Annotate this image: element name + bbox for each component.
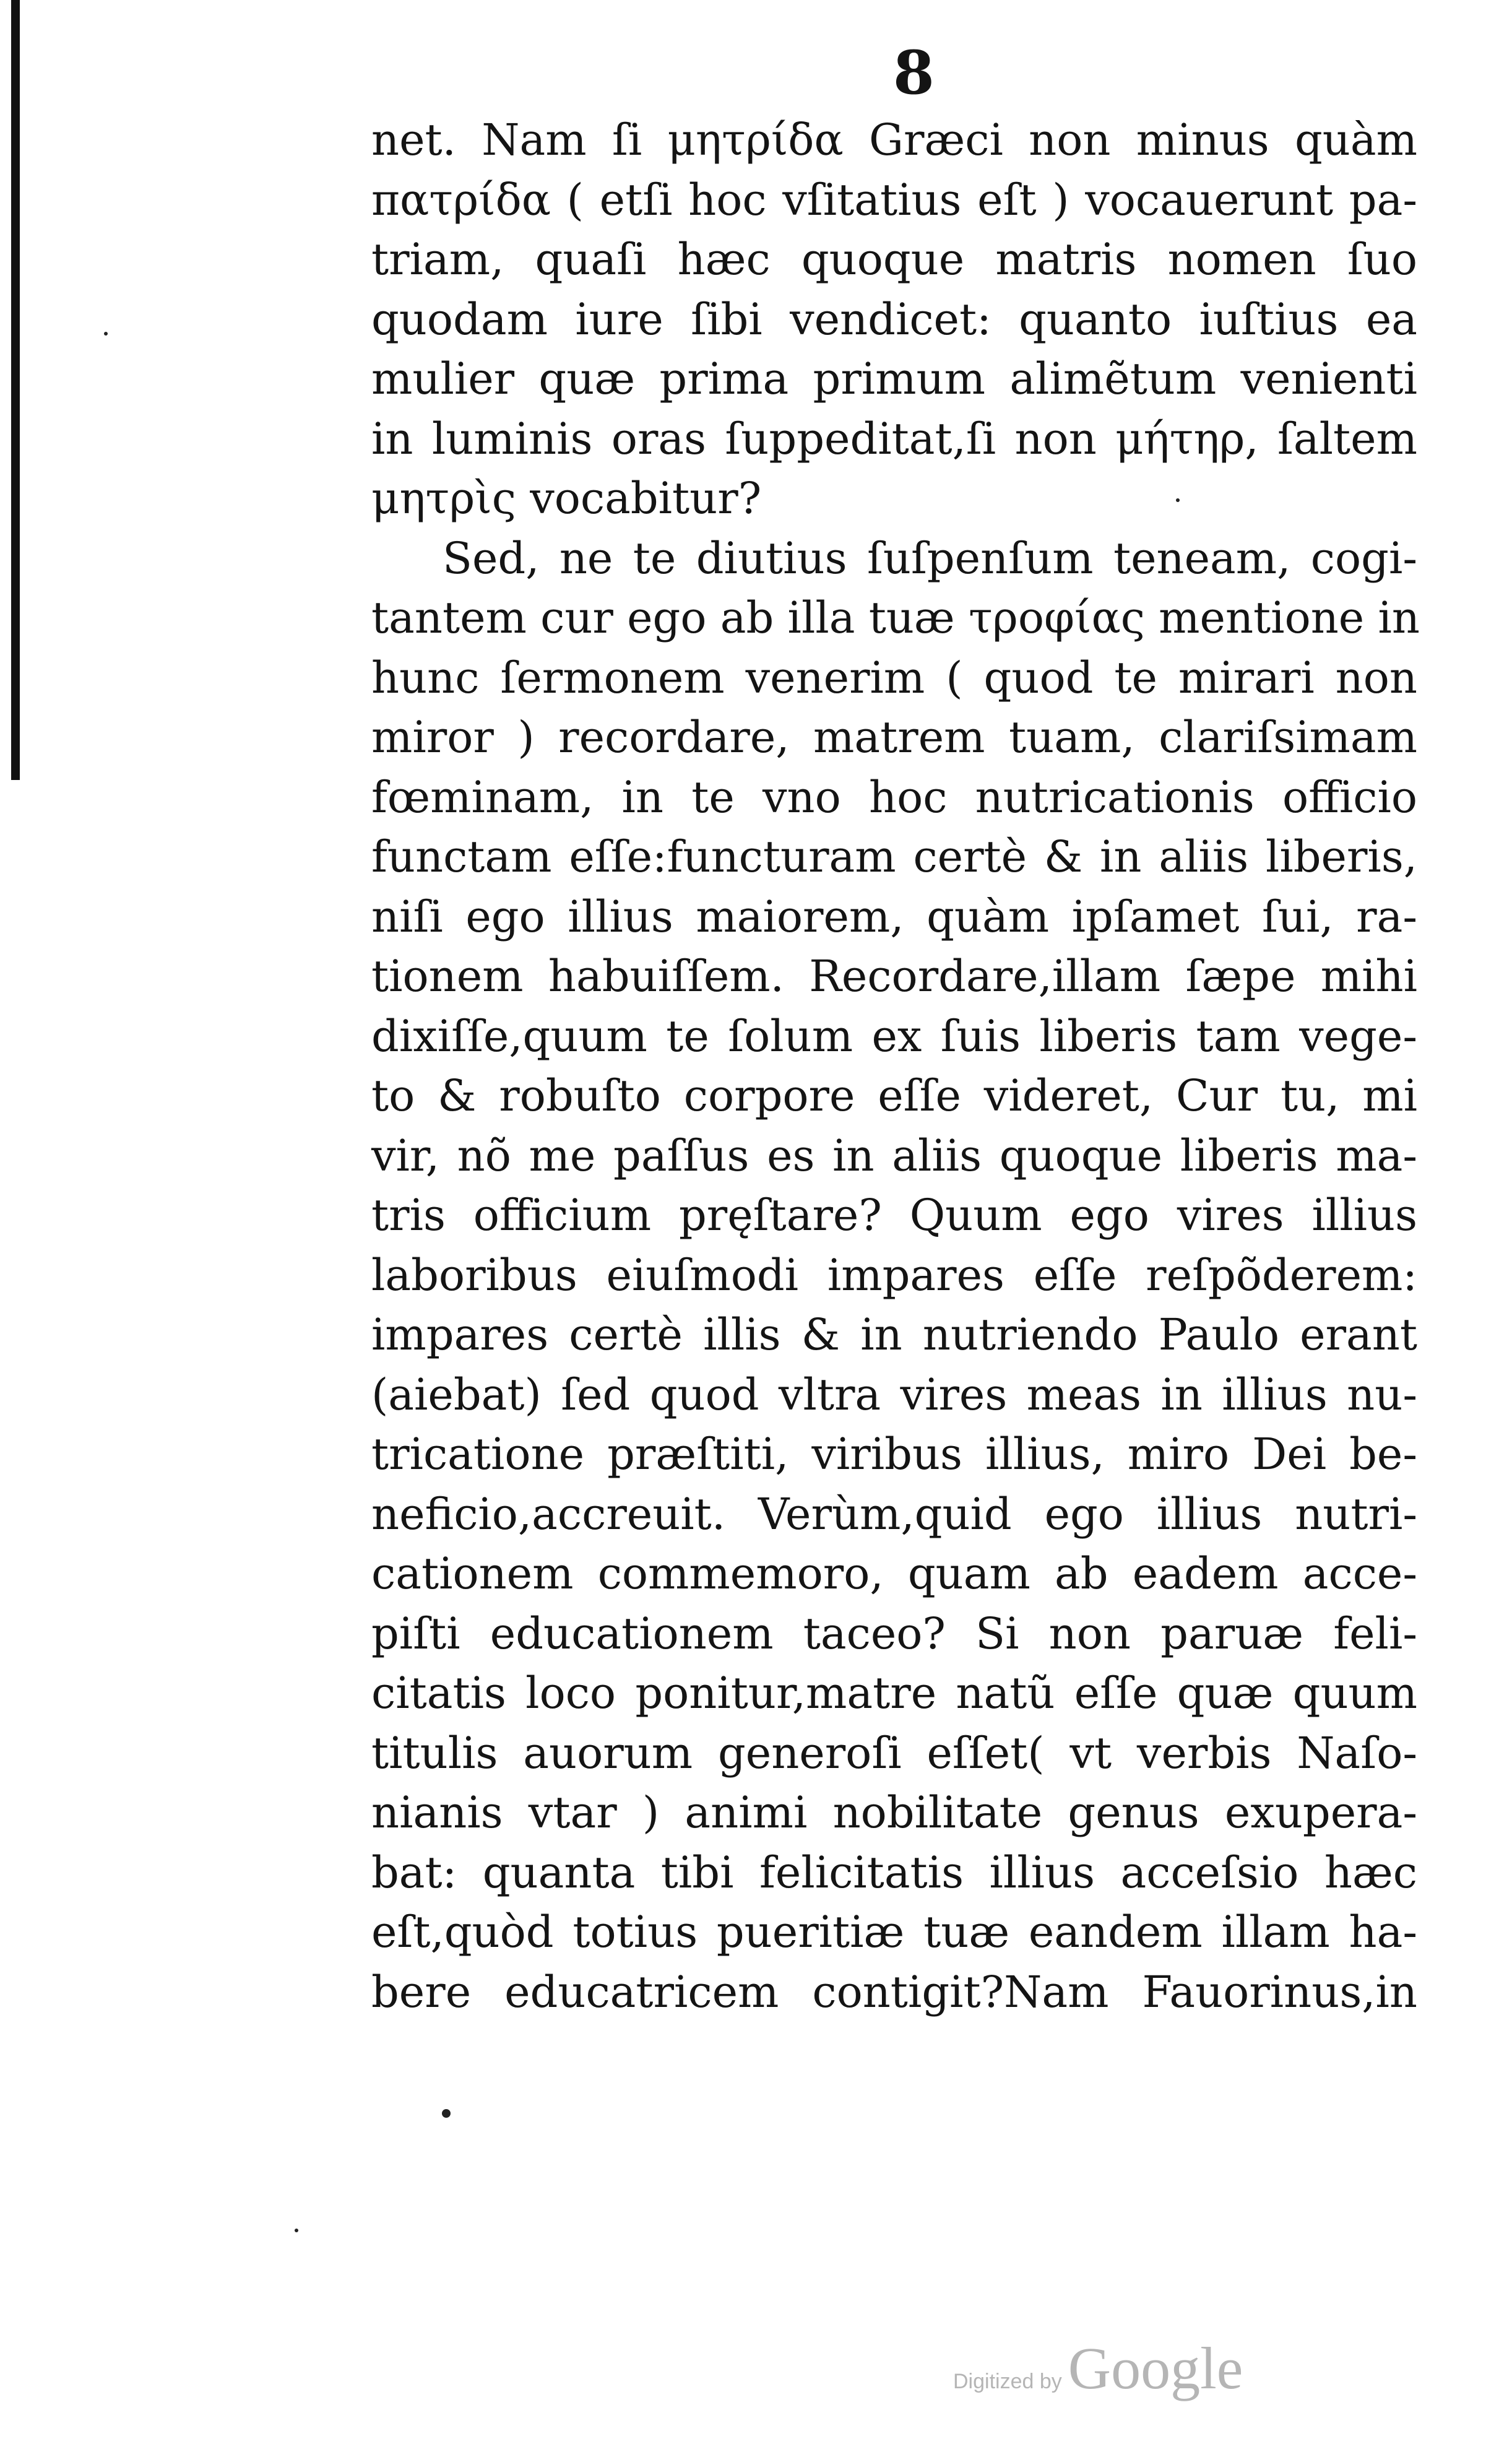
text-line: vir, nõ me paſſus es in aliis quoque liberis ma- [371, 1130, 1417, 1181]
body-text [371, 110, 1420, 2022]
text-line: to & robuſto corpore eſſe videret, Cur tu, mi [371, 1070, 1417, 1121]
text-line: laboribus eiuſmodi impares eſſe reſpõderem: [371, 1249, 1417, 1301]
binding-edge [11, 0, 20, 780]
text-line: bat: quanta tibi felicitatis illius acceſsio hæc [371, 1847, 1417, 1898]
text-line: quodam iure ſibi vendicet: quanto iuſtius ea [371, 293, 1417, 345]
text-line: πατρίδα ( etſi hoc vſitatius eſt ) vocauerunt pa- [371, 174, 1417, 225]
paragraph-start-line: Sed, ne te diutius ſuſpenſum teneam, cogi- [443, 532, 1417, 584]
text-line: niſi ego illius maiorem, quàm ipſamet ſui, ra- [371, 891, 1417, 942]
text-line: triam, quaſi hæc quoque matris nomen ſuo [371, 234, 1417, 285]
catchword-line: bere educatricem contigit?Nam Fauorinus,in [371, 1966, 1417, 2017]
text-line: tionem habuiſſem. Recordare,illam ſæpe mihi [371, 951, 1417, 1002]
page-number: 8 [893, 38, 935, 108]
text-line: titulis auorum generoſi eſſet( vt verbis Naſo- [371, 1727, 1417, 1779]
google-logo-text: Google [1068, 2335, 1243, 2401]
text-line: miror ) recordare, matrem tuam, clariſsimam [371, 712, 1417, 763]
text-line: citatis loco ponitur,matre natũ eſſe quæ quum [371, 1668, 1417, 1718]
ink-speck [1176, 498, 1180, 502]
text-line: tricatione præſtiti, viribus illius, miro Dei be- [371, 1429, 1417, 1480]
text-line: mulier quæ prima primum alimẽtum venienti [371, 353, 1417, 404]
text-line: eſt,quòd totius pueritiæ tuæ eandem illam ha- [371, 1907, 1417, 1957]
text-line: tris officium pręſtare? Quum ego vires illius [371, 1190, 1417, 1241]
ink-speck [442, 2109, 451, 2118]
text-line: tantem cur ego ab illa tuæ τροφίας mentione in [371, 592, 1420, 643]
ink-speck [104, 332, 108, 336]
digitized-by-google-watermark [953, 2334, 1243, 2403]
text-line: piſti educationem taceo? Si non paruæ feli- [371, 1608, 1417, 1659]
watermark-small-text: Digitized by [953, 2370, 1062, 2393]
text-line: fœminam, in te vno hoc nutricationis officio [371, 771, 1417, 823]
text-line: in luminis oras ſuppeditat,ſi non μήτηρ, ſaltem [371, 413, 1417, 464]
text-line: hunc ſermonem venerim ( quod te mirari non [371, 652, 1417, 703]
ink-speck [295, 2229, 298, 2232]
text-line: dixiſſe,quum te ſolum ex ſuis liberis tam vege- [371, 1010, 1417, 1062]
text-line: net. Nam ſi μητρίδα Græci non minus quàm [371, 115, 1417, 165]
text-line: (aiebat) ſed quod vltra vires meas in illius nu- [371, 1369, 1417, 1420]
text-line: cationem commemoro, quam ab eadem acce- [371, 1548, 1417, 1599]
text-line: μητρὶς vocabitur? [371, 473, 762, 524]
text-line: impares certè illis & in nutriendo Paulo erant [371, 1309, 1417, 1360]
text-line: nianis vtar ) animi nobilitate genus exupera- [371, 1787, 1417, 1838]
text-line: neficio,accreuit. Verùm,quid ego illius nutri- [371, 1488, 1417, 1540]
text-line: functam eſſe:functuram certè & in aliis liberis, [371, 831, 1417, 882]
